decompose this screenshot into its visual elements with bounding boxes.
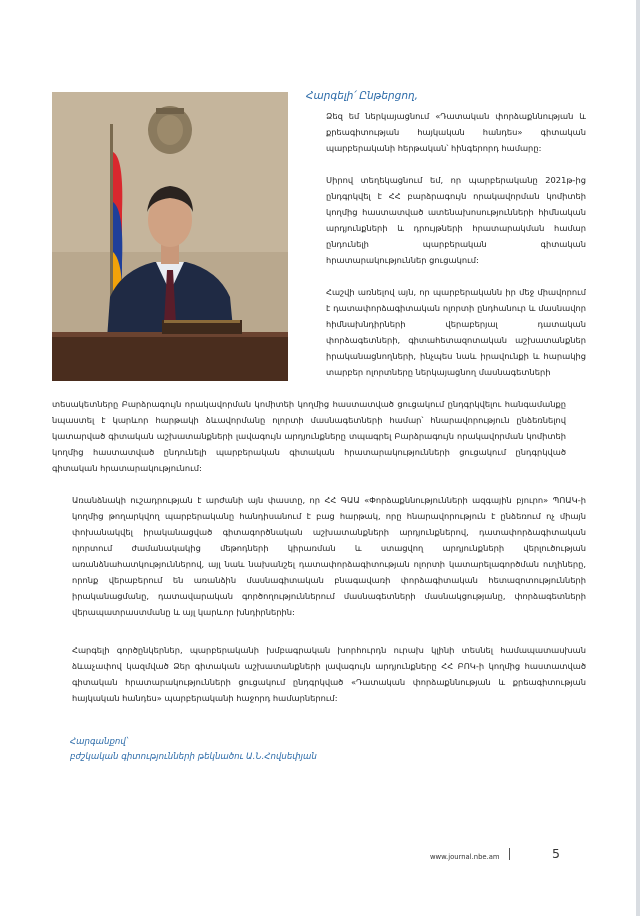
portrait-illustration	[52, 92, 288, 381]
page-edge	[636, 0, 640, 916]
accreditation-paragraph: Սիրով տեղեկացնում եմ, որ պարբերականը 2021թ-ից ընդգրկվել է ՀՀ բարձրագույն որակավորման կոմիտեի կողմից հաստատված ատենախոսությունների հիմնական արդյունքների և դրույթների հրատարակման համար ընդունելի պարբերական գիտական հրատարակություններ ցուցակում:	[326, 175, 586, 265]
intro-paragraph: Ձեզ եմ ներկայացնում «Դատական փորձաքննության և քրեագիտության հայկական հանդես» գիտական պարբերականի հերթական՝ հինգերորդ համարը:	[326, 111, 586, 153]
signature-closing: Հարգանքով՝	[70, 737, 128, 747]
footer-separator	[509, 848, 510, 860]
footer-url: www.journal.nbe.am	[430, 853, 500, 861]
portrait-photo	[52, 92, 288, 381]
open-platform-paragraph: Առանձնակի ուշադրության է արժանի այն փաստը, որ ՀՀ ԳԱԱ «Փորձաքննությունների ազգային բյուրո» ՊՈԱԿ-ի կողմից թողարկվող պարբերականը հանդիսանում է բաց հարթակ, որը հնարավորություն է ընձեռում ոչ միայն փոխանակվել իրականացված գիտագործնական աշխատանքների արդյունքներով, դատափորձագիտական ոլորտում ժամանակակից մեթոդների կիրառման և ստացվող արդյունքների վերլուծության առանձնահատկություններով, այլ նաև նախանշել դատափորձագիտության ոլորտի կատարելագործման ուղիները, որոնք վերաբերում են առանձին մասնագիտական բնագավառի փորձագիտական հետազոտությունների իրականացմանը, դատավարական գործողություններում մասնագետների մասնակցությանը, փորձագետների վերապատրաստմանը և այլ կարևոր խնդիրներին:	[72, 495, 586, 617]
platform-paragraph-continued: տեսակետները Բարձրագույն որակավորման կոմիտեի կողմից հաստատված ցուցակում ընդգրկվելու հանգամանքը նպաստել է կարևոր հարթակի ձևավորմանը ոլորտի մասնագետների համար՝ հնարավորություն ընձեռնելով կատարված գիտական աշխատանքների լավագույն արդյունքները տպագրել Բարձրագույն որակավորման կոմիտեի կողմից հաստատված ընդունելի պարբերական գիտական հրատարակությունների ցուցակում ընդգրկված գիտական հրատարակությունում:	[52, 399, 566, 473]
salutation: Հարգելի՛ Ընթերցող,	[306, 90, 418, 102]
coat-of-arms-emblem	[148, 106, 192, 154]
platform-paragraph: Հաշվի առնելով այն, որ պարբերականն իր մեջ միավորում է դատափորձագիտական ոլորտի ընդհանուր և մասնավոր հիմնախնդիրների վերաբերյալ դատական փորձագետների, գիտահետազոտական աշխատանքներ իրականացնողների, ինչպես նաև իրավունքի և հարակից տարբեր ոլորտները ներկայացնող մասնագետների	[326, 287, 586, 377]
page-number: 5	[552, 846, 560, 861]
invitation-paragraph: Հարգելի գործընկերներ, պարբերականի խմբագրական խորհուրդն ուրախ կլինի տեսնել համապատասխան ձևաչափով կազմված Ձեր գիտական աշխատանքների լավագույն արդյունքները ՀՀ ԲՈԿ-ի կողմից հաստատված գիտական հրատարակությունների ցուցակում ընդգրկված «Դատական փորձաքննության և քրեագիտության հայկական հանդես» պարբերականի հաջորդ համարներում:	[72, 645, 586, 703]
signature-author: բժշկական գիտությունների թեկնածու Ա.Ն.Հովսեփյան	[70, 752, 317, 762]
